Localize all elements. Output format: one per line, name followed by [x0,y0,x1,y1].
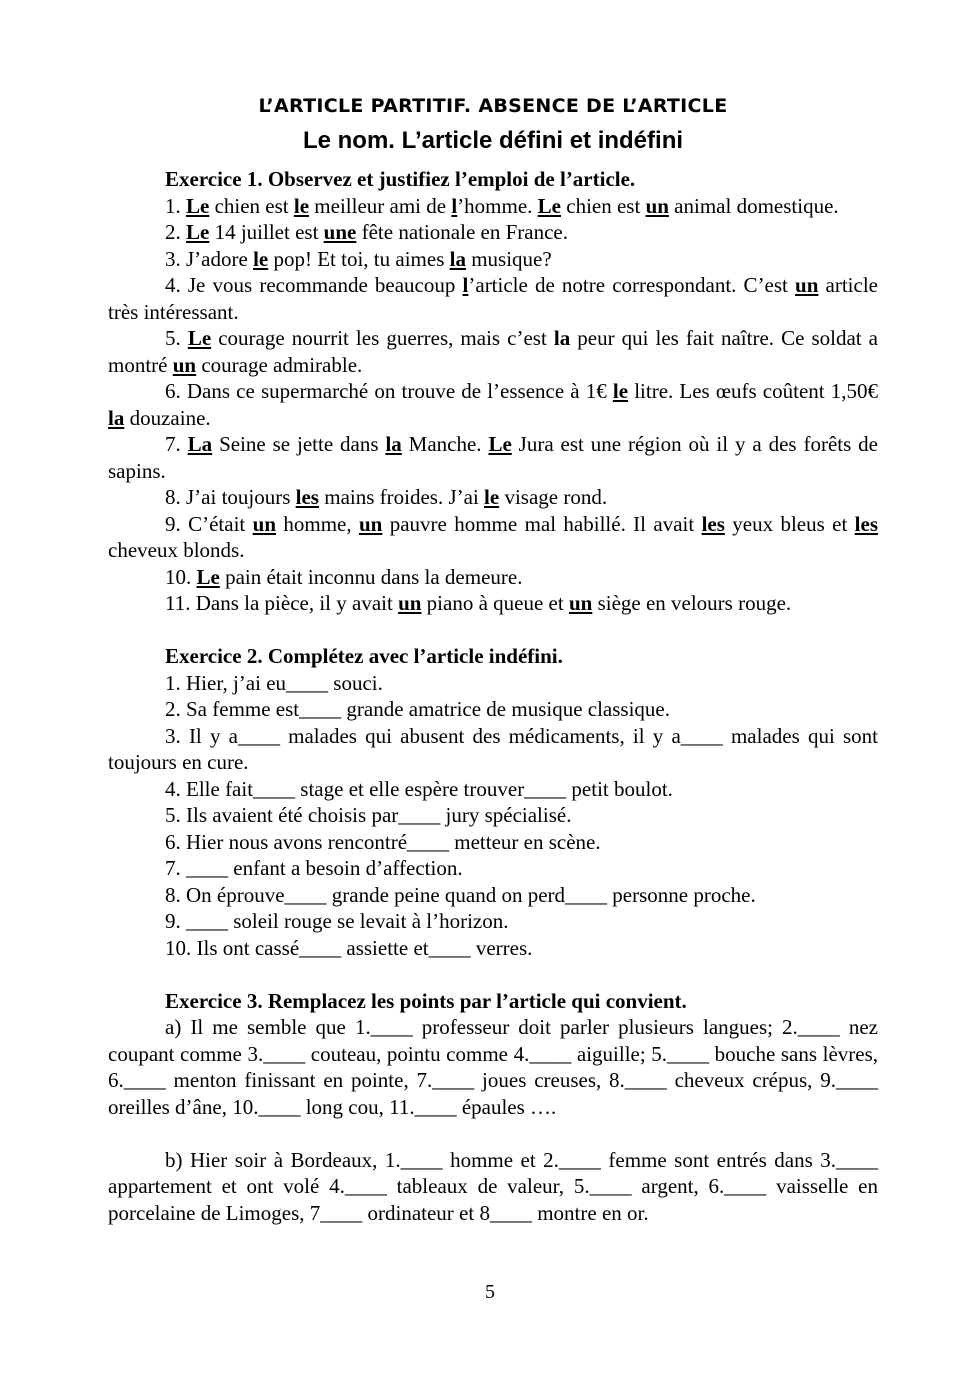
exercise2-item: 4. Elle fait____ stage et elle espère trouver____ petit boulot. [165,776,673,801]
exercise2-item: 8. On éprouve____ grande peine quand on perd____ personne proche. [165,882,756,907]
exercise1-item [108,484,878,511]
highlighted-article: la [449,246,466,271]
exercise2-item: 9. ____ soleil rouge se levait à l’horizon. [165,909,509,933]
exercise2-item: 10. Ils ont cassé____ assiette et____ verres. [165,935,533,960]
item-text: yeux bleus et [724,511,855,536]
document-page [108,92,878,1226]
exercise2-list [108,670,878,962]
highlighted-article: le [253,246,269,271]
item-text: 1. [165,193,186,218]
highlighted-article: un [645,193,669,218]
item-text: musique? [465,246,552,271]
exercise1-item [108,246,878,273]
item-text: peur qui les fait naître. Ce soldat a montré [108,326,879,377]
exercise2-item: 3. Il y a____ malades qui abusent des médicaments, il y a____ malades qui sont toujours en cure. [108,723,878,774]
highlighted-article: Le [186,193,210,218]
highlighted-article: les [854,511,878,536]
exercise1-heading: Exercice 1. Observez et justifiez l’emploi de l’article. [165,167,636,191]
item-text: ’article de notre correspondant. C’est [468,273,796,297]
exercise1-item [108,193,878,220]
highlighted-article: Le [196,564,220,589]
item-text: chien est [561,193,646,218]
highlighted-article: Le [187,326,212,350]
item-text: visage rond. [499,485,608,509]
highlighted-article: la [385,432,402,456]
item-text: homme, [276,511,359,536]
item-text: 5. [165,326,188,350]
highlighted-article: La [187,432,213,456]
item-text: Manche. [401,432,489,456]
exercise2-item: 5. Ils avaient été choisis par____ jury spécialisé. [165,803,572,827]
page-number: 5 [485,1281,495,1303]
exercise2-item: 7. ____ enfant a besoin d’affection. [165,856,463,880]
highlighted-article: un [252,511,276,536]
highlighted-article: la [553,326,571,350]
exercise2-heading: Exercice 2. Complétez avec l’article indéfini. [165,644,563,668]
item-text: 2. [165,220,186,244]
exercise2-item: 1. Hier, j’ai eu____ souci. [165,670,383,695]
item-text: Jura est une région où il y a des forêts de sapins. [108,432,879,483]
exercise1-item [108,325,878,378]
highlighted-article: le [484,485,500,509]
item-text: animal domestique. [668,193,839,218]
exercise3-heading: Exercice 3. Remplacez les points par l’article qui convient. [165,988,687,1013]
item-text: pop! Et toi, tu aimes [268,246,450,271]
exercise2-item: 2. Sa femme est____ grande amatrice de musique classique. [165,697,671,721]
exercise1-item [108,564,878,591]
highlighted-article: une [323,220,357,244]
item-text: 9. C’était [165,511,253,536]
exercise1-item [108,378,878,431]
item-text: mains froides. J’ai [318,485,485,509]
item-text: courage nourrit les guerres, mais c’est [211,326,554,350]
exercise3-part-b: b) Hier soir à Bordeaux, 1.____ homme et 2.____ femme sont entrés dans 3.____ appartement et ont volé 4.____ tableaux de valeur, 5.____ argent, 6.____ vaisselle en porcelaine de Limoges, 7____ ordinateur et 8____ montre en or. [108,1147,878,1225]
highlighted-article: l [462,273,469,297]
exercise1-item [108,590,878,617]
highlighted-article: un [398,591,422,615]
item-text: Seine se jette dans [212,432,386,456]
highlighted-article: un [358,511,383,536]
exercise2-item: 6. Hier nous avons rencontré____ metteur en scène. [165,829,601,854]
item-text: piano à queue et [421,591,569,615]
highlighted-article: les [701,511,725,536]
item-text: pain était inconnu dans la demeure. [219,564,523,589]
highlighted-article: l [451,193,458,218]
highlighted-article: un [795,273,819,297]
item-text: 14 juillet est [209,220,324,244]
item-text: courage admirable. [196,352,363,377]
item-text: 6. Dans ce supermarché on trouve de l’essence à 1€ [165,379,613,403]
highlighted-article: un [568,591,593,615]
item-text: 7. [165,432,188,456]
item-text: cheveux blonds. [108,538,245,562]
item-text: pauvre homme mal habillé. Il avait [382,511,702,536]
item-text: 10. [165,564,197,589]
highlighted-article: les [295,485,319,509]
item-text: 8. J’ai toujours [165,485,296,509]
highlighted-article: le [293,193,310,218]
item-text: 4. Je vous recommande beaucoup [165,273,463,297]
highlighted-article: le [612,379,629,403]
item-text: litre. Les œufs coûtent 1,50€ [628,379,879,403]
exercise1-item [108,431,878,484]
exercise1-item [108,219,878,246]
item-text: 11. Dans la pièce, il y avait [165,591,399,615]
item-text: douzaine. [124,405,211,430]
exercise3-part-a: a) Il me semble que 1.____ professeur doit parler plusieurs langues; 2.____ nez coupant comme 3.____ couteau, pointu comme 4.____ aiguille; 5.____ bouche sans lèvres, 6.____ menton finissant en pointe, 7.____ joues creuses, 8.____ cheveux crépus, 9.____ oreilles d’âne, 10.____ long cou, 11.____ épaules …. [108,1015,878,1119]
highlighted-article: un [172,352,197,377]
item-text: article très intéressant. [108,273,878,324]
item-text: 3. J’adore [165,246,254,271]
highlighted-article: la [108,405,125,430]
exercise1-item [108,511,878,564]
item-text: siège en velours rouge. [592,591,792,615]
highlighted-article: Le [537,193,561,218]
chapter-title: L’ARTICLE PARTITIF. ABSENCE DE L’ARTICLE [258,95,728,117]
item-text: chien est [209,193,294,218]
item-text: meilleur ami de [309,193,452,218]
highlighted-article: Le [488,432,512,456]
exercise1-item [108,272,878,325]
item-text: fête nationale en France. [356,220,568,244]
exercise1-list [108,193,878,617]
section-title: Le nom. L’article défini et indéfini [302,127,684,154]
highlighted-article: Le [186,220,210,244]
item-text: ’homme. [457,193,538,218]
